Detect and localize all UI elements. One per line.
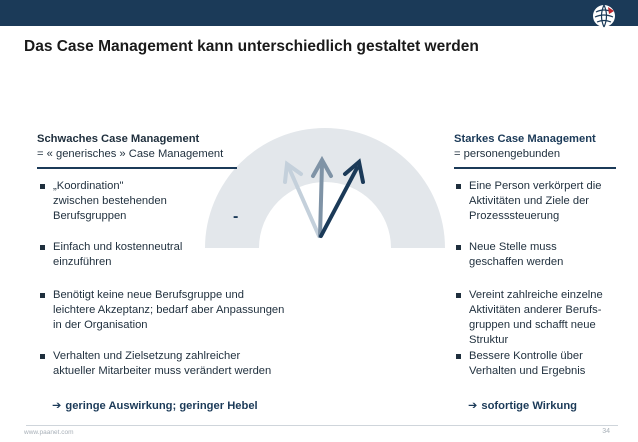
left-bullet-2-line-2: einzuführen	[53, 256, 112, 268]
page-number: 34	[602, 428, 610, 435]
left-heading: Schwaches Case Management	[37, 133, 200, 145]
right-column-header	[454, 132, 624, 166]
right-bullet-2-line-1: Neue Stelle muss	[469, 241, 557, 253]
right-arrow-icon: ➔	[52, 399, 62, 412]
left-bullet-1-line-2: zwischen bestehenden	[53, 195, 167, 207]
right-bullet-1	[456, 179, 601, 224]
right-bullet-3-line-1: Vereint zahlreiche einzelne	[469, 289, 603, 301]
right-heading: Starkes Case Management	[454, 133, 596, 145]
right-bullet-4-line-1: Bessere Kontrolle über	[469, 350, 583, 362]
right-bullet-2	[456, 240, 563, 270]
left-bullet-1-line-3: Berufsgruppen	[53, 210, 127, 222]
left-bullet-4-line-2: aktueller Mitarbeiter muss verändert werden	[53, 365, 272, 377]
right-bullet-1-line-3: Prozesssteuerung	[469, 210, 560, 222]
right-bullet-4-line-2: Verhalten und Ergebnis	[469, 365, 586, 377]
left-bullet-1	[40, 179, 167, 224]
left-bullet-1-line-1: „Koordination"	[53, 180, 124, 192]
left-subheading: = « generisches » Case Management	[37, 148, 224, 160]
left-bullet-4-line-1: Verhalten und Zielsetzung zahlreicher	[53, 350, 241, 362]
left-column-header	[37, 132, 317, 166]
gauge-minus-label: -	[233, 208, 239, 225]
right-arrow-icon: ➔	[468, 399, 478, 412]
right-bullet-1-line-2: Aktivitäten und Ziele der	[469, 195, 590, 207]
top-bar	[0, 0, 638, 26]
left-divider	[37, 167, 237, 169]
left-bullet-2	[40, 240, 182, 270]
slide-title: Das Case Management kann unterschiedlich gestaltet werden	[24, 38, 479, 55]
right-subheading: = personengebunden	[454, 148, 561, 160]
right-bullet-3-line-4: Struktur	[469, 334, 509, 346]
left-result-text: geringe Auswirkung; geringer Hebel	[65, 400, 258, 412]
left-bullet-3-line-3: in der Organisation	[53, 319, 148, 331]
right-bullet-3-line-3: gruppen und schafft neue	[469, 319, 596, 331]
globe-logo-icon	[590, 2, 618, 30]
right-result	[468, 399, 577, 412]
left-result	[52, 399, 258, 412]
right-bullet-2-line-2: geschaffen werden	[469, 256, 564, 268]
left-bullet-3-line-1: Benötigt keine neue Berufsgruppe und	[53, 289, 244, 301]
left-bullet-4	[40, 349, 271, 379]
left-bullet-3	[40, 288, 284, 333]
right-bullet-3-line-2: Aktivitäten anderer Berufs-	[469, 304, 602, 316]
left-bullet-2-line-1: Einfach und kostenneutral	[53, 241, 183, 253]
footer-divider	[26, 425, 618, 426]
right-bullet-3	[456, 288, 603, 348]
right-bullet-4	[456, 349, 585, 379]
left-bullet-3-line-2: leichtere Akzeptanz; bedarf aber Anpassungen	[53, 304, 285, 316]
right-divider	[454, 167, 616, 169]
right-bullet-1-line-1: Eine Person verkörpert die	[469, 180, 602, 192]
footer-url: www.paanet.com	[24, 429, 74, 436]
right-result-text: sofortige Wirkung	[481, 400, 577, 412]
